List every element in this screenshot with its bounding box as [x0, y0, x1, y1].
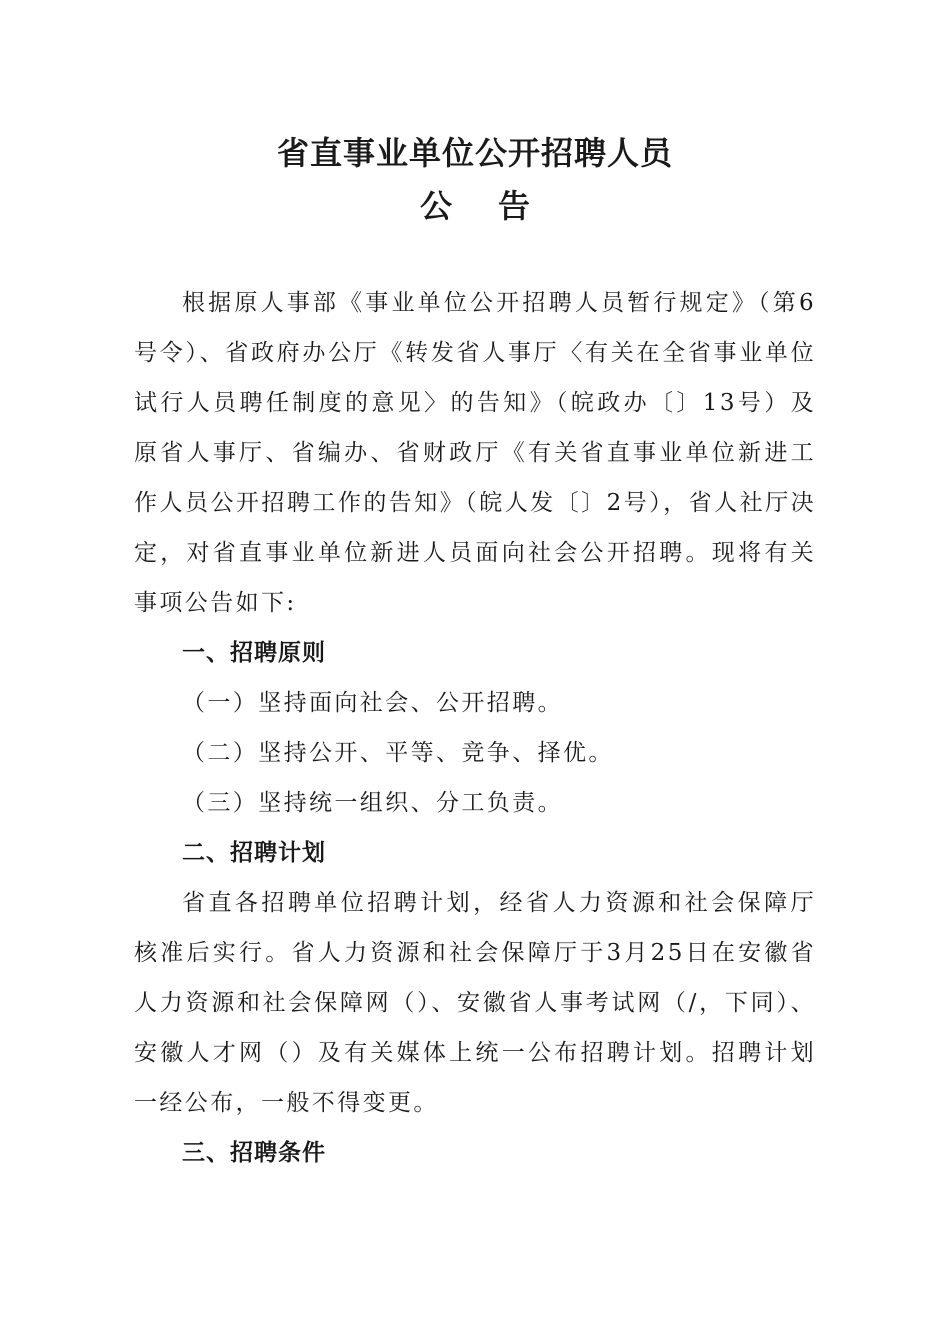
principle-item-3: （三）坚持统一组织、分工负责。 — [182, 790, 563, 816]
section-heading-plan: 二、招聘计划 — [182, 840, 326, 866]
section-heading-principles: 一、招聘原则 — [182, 640, 326, 666]
principle-item-1: （一）坚持面向社会、公开招聘。 — [182, 690, 563, 716]
title-line-1: 省直事业单位公开招聘人员 — [276, 134, 673, 172]
document-title — [0, 128, 950, 234]
title-line-2: 公告 — [419, 187, 576, 225]
document-body — [134, 278, 816, 1178]
plan-paragraph: 省直各招聘单位招聘计划，经省人力资源和社会保障厅核准后实行。省人力资源和社会保障厅于3月25日在安徽省人力资源和社会保障网（）、安徽省人事考试网（/，下同）、安徽人才网（）及有关媒体上统一公布招聘计划。招聘计划一经公布，一般不得变更。 — [134, 890, 816, 1116]
principle-item-2: （二）坚持公开、平等、竞争、择优。 — [182, 740, 614, 766]
section-heading-conditions: 三、招聘条件 — [182, 1140, 326, 1166]
intro-paragraph: 根据原人事部《事业单位公开招聘人员暂行规定》（第6号令）、省政府办公厅《转发省人事厅〈有关在全省事业单位试行人员聘任制度的意见〉的告知》（皖政办〔〕13号）及原省人事厅、省编办、省财政厅《有关省直事业单位新进工作人员公开招聘工作的告知》（皖人发〔〕2号），省人社厅决定，对省直事业单位新进人员面向社会公开招聘。现将有关事项公告如下: — [134, 290, 816, 616]
